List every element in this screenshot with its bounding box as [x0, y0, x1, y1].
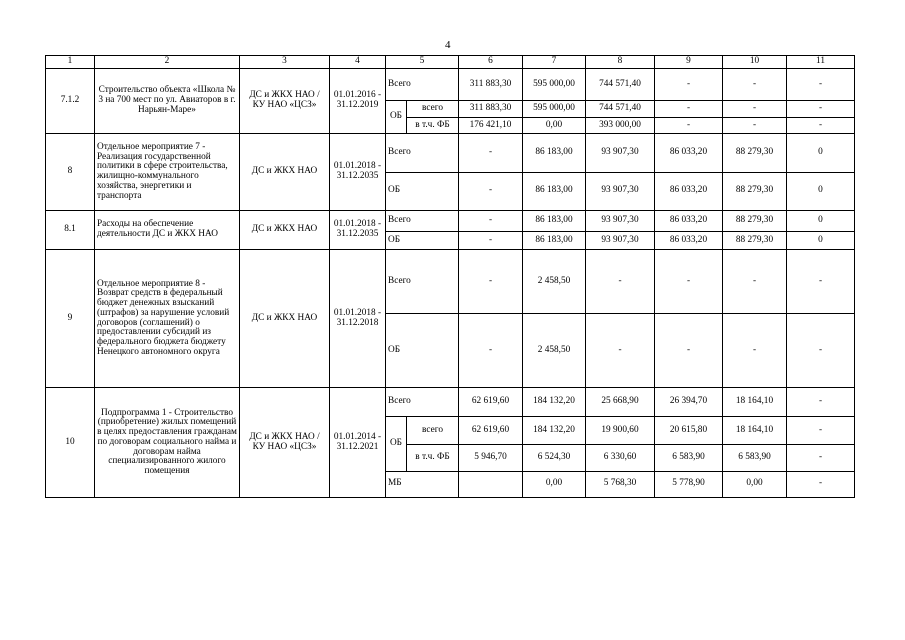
- value-cell: 93 907,30: [586, 134, 655, 173]
- col-header: 5: [386, 56, 459, 69]
- value-cell: -: [787, 69, 855, 100]
- source-label: Всего: [386, 134, 459, 173]
- value-cell: 18 164,10: [723, 388, 787, 416]
- value-cell: 2 458,50: [523, 249, 586, 314]
- value-cell: 6 583,90: [723, 445, 787, 471]
- source-label: Всего: [386, 388, 459, 416]
- row-executor: ДС и ЖКХ НАО: [240, 134, 330, 211]
- source-label: ОБ: [386, 232, 459, 249]
- value-cell: 86 183,00: [523, 134, 586, 173]
- value-cell: -: [655, 117, 723, 133]
- value-cell: -: [655, 100, 723, 117]
- value-cell: 86 183,00: [523, 172, 586, 211]
- value-cell: 393 000,00: [586, 117, 655, 133]
- value-cell: -: [655, 314, 723, 388]
- source-sublabel: в т.ч. ФБ: [407, 117, 459, 133]
- value-cell: 6 524,30: [523, 445, 586, 471]
- value-cell: 176 421,10: [459, 117, 523, 133]
- value-cell: 744 571,40: [586, 69, 655, 100]
- source-label: Всего: [386, 211, 459, 232]
- col-header: 8: [586, 56, 655, 69]
- source-sublabel: в т.ч. ФБ: [407, 445, 459, 471]
- value-cell: 6 583,90: [655, 445, 723, 471]
- value-cell: -: [459, 134, 523, 173]
- value-cell: 88 279,30: [723, 232, 787, 249]
- source-sublabel: всего: [407, 100, 459, 117]
- value-cell: 744 571,40: [586, 100, 655, 117]
- value-cell: 311 883,30: [459, 69, 523, 100]
- value-cell: 86 033,20: [655, 211, 723, 232]
- source-label: ОБ: [386, 416, 407, 471]
- value-cell: -: [459, 211, 523, 232]
- value-cell: 2 458,50: [523, 314, 586, 388]
- value-cell: 0: [787, 232, 855, 249]
- row-name: Расходы на обеспечение деятельности ДС и ЖКХ НАО: [95, 211, 240, 250]
- value-cell: 5 946,70: [459, 445, 523, 471]
- value-cell: -: [655, 69, 723, 100]
- table-row: [46, 249, 855, 314]
- row-number: 8: [46, 134, 95, 211]
- value-cell: 88 279,30: [723, 134, 787, 173]
- col-header: 4: [330, 56, 386, 69]
- value-cell: 20 615,80: [655, 416, 723, 444]
- value-cell: 93 907,30: [586, 172, 655, 211]
- value-cell: 5 768,30: [586, 471, 655, 497]
- row-executor: ДС и ЖКХ НАО: [240, 211, 330, 250]
- value-cell: -: [586, 314, 655, 388]
- value-cell: -: [787, 471, 855, 497]
- value-cell: -: [723, 69, 787, 100]
- row-period: 01.01.2016 - 31.12.2019: [330, 69, 386, 134]
- value-cell: 86 033,20: [655, 232, 723, 249]
- value-cell: 311 883,30: [459, 100, 523, 117]
- value-cell: 18 164,10: [723, 416, 787, 444]
- value-cell: 0: [787, 211, 855, 232]
- col-header: 7: [523, 56, 586, 69]
- value-cell: 5 778,90: [655, 471, 723, 497]
- table-row: [46, 69, 855, 100]
- value-cell: 26 394,70: [655, 388, 723, 416]
- value-cell: -: [655, 249, 723, 314]
- value-cell: 0: [787, 172, 855, 211]
- source-label: Всего: [386, 69, 459, 100]
- value-cell: -: [787, 445, 855, 471]
- table-row: [46, 211, 855, 232]
- value-cell: 6 330,60: [586, 445, 655, 471]
- value-cell: 184 132,20: [523, 416, 586, 444]
- page-number: 4: [445, 39, 451, 51]
- row-number: 9: [46, 249, 95, 388]
- source-label: Всего: [386, 249, 459, 314]
- row-number: 8.1: [46, 211, 95, 250]
- value-cell: 0,00: [723, 471, 787, 497]
- source-sublabel: всего: [407, 416, 459, 444]
- row-name: Отдельное мероприятие 8 - Возврат средств в федеральный бюджет денежных взысканий (штрафов) за нарушение условий договоров (соглашений) о предоставлении субсидий из федерального бюджета бюджету Ненецкого автономного округа: [95, 249, 240, 388]
- value-cell: -: [459, 172, 523, 211]
- col-header: 6: [459, 56, 523, 69]
- row-period: 01.01.2018 - 31.12.2035: [330, 211, 386, 250]
- row-period: 01.01.2018 - 31.12.2035: [330, 134, 386, 211]
- value-cell: -: [787, 314, 855, 388]
- col-header: 9: [655, 56, 723, 69]
- value-cell: -: [723, 117, 787, 133]
- value-cell: -: [723, 249, 787, 314]
- value-cell: -: [723, 100, 787, 117]
- value-cell: 62 619,60: [459, 388, 523, 416]
- value-cell: 62 619,60: [459, 416, 523, 444]
- value-cell: 86 183,00: [523, 211, 586, 232]
- value-cell: -: [787, 416, 855, 444]
- value-cell: 25 668,90: [586, 388, 655, 416]
- source-label: ОБ: [386, 314, 459, 388]
- source-label: ОБ: [386, 172, 459, 211]
- row-period: 01.01.2018 - 31.12.2018: [330, 249, 386, 388]
- row-name: Отдельное мероприятие 7 - Реализация государственной политики в сфере строительства, жилищно-коммунального хозяйства, энергетики и транспорта: [95, 134, 240, 211]
- row-executor: ДС и ЖКХ НАО: [240, 249, 330, 388]
- value-cell: -: [787, 388, 855, 416]
- table-row: [46, 388, 855, 416]
- source-label: ОБ: [386, 100, 407, 133]
- source-label: МБ: [386, 471, 459, 497]
- value-cell: 86 033,20: [655, 134, 723, 173]
- table-row: [46, 134, 855, 173]
- budget-table: [45, 55, 855, 498]
- value-cell: 93 907,30: [586, 232, 655, 249]
- value-cell: 0: [787, 134, 855, 173]
- value-cell: 184 132,20: [523, 388, 586, 416]
- row-number: 7.1.2: [46, 69, 95, 134]
- row-number: 10: [46, 388, 95, 498]
- value-cell: [459, 471, 523, 497]
- value-cell: 0,00: [523, 117, 586, 133]
- row-name: Строительство объекта «Школа № 3 на 700 мест по ул. Авиаторов в г. Нарьян-Маре»: [95, 69, 240, 134]
- value-cell: 86 033,20: [655, 172, 723, 211]
- value-cell: 595 000,00: [523, 69, 586, 100]
- col-header: 2: [95, 56, 240, 69]
- value-cell: -: [787, 100, 855, 117]
- header-row: [46, 56, 855, 69]
- value-cell: 19 900,60: [586, 416, 655, 444]
- row-name: Подпрограмма 1 - Строительство (приобретение) жилых помещений в целях предоставления гражданам по договорам социального найма и договорам найма специализированного жилого помещения: [95, 388, 240, 498]
- value-cell: -: [787, 117, 855, 133]
- value-cell: 93 907,30: [586, 211, 655, 232]
- col-header: 11: [787, 56, 855, 69]
- col-header: 1: [46, 56, 95, 69]
- value-cell: 88 279,30: [723, 211, 787, 232]
- value-cell: 86 183,00: [523, 232, 586, 249]
- row-period: 01.01.2014 - 31.12.2021: [330, 388, 386, 498]
- col-header: 3: [240, 56, 330, 69]
- value-cell: 595 000,00: [523, 100, 586, 117]
- row-executor: ДС и ЖКХ НАО / КУ НАО «ЦСЗ»: [240, 69, 330, 134]
- value-cell: 88 279,30: [723, 172, 787, 211]
- value-cell: -: [723, 314, 787, 388]
- value-cell: -: [586, 249, 655, 314]
- row-executor: ДС и ЖКХ НАО / КУ НАО «ЦСЗ»: [240, 388, 330, 498]
- value-cell: -: [459, 249, 523, 314]
- value-cell: -: [459, 232, 523, 249]
- value-cell: 0,00: [523, 471, 586, 497]
- col-header: 10: [723, 56, 787, 69]
- value-cell: -: [787, 249, 855, 314]
- value-cell: -: [459, 314, 523, 388]
